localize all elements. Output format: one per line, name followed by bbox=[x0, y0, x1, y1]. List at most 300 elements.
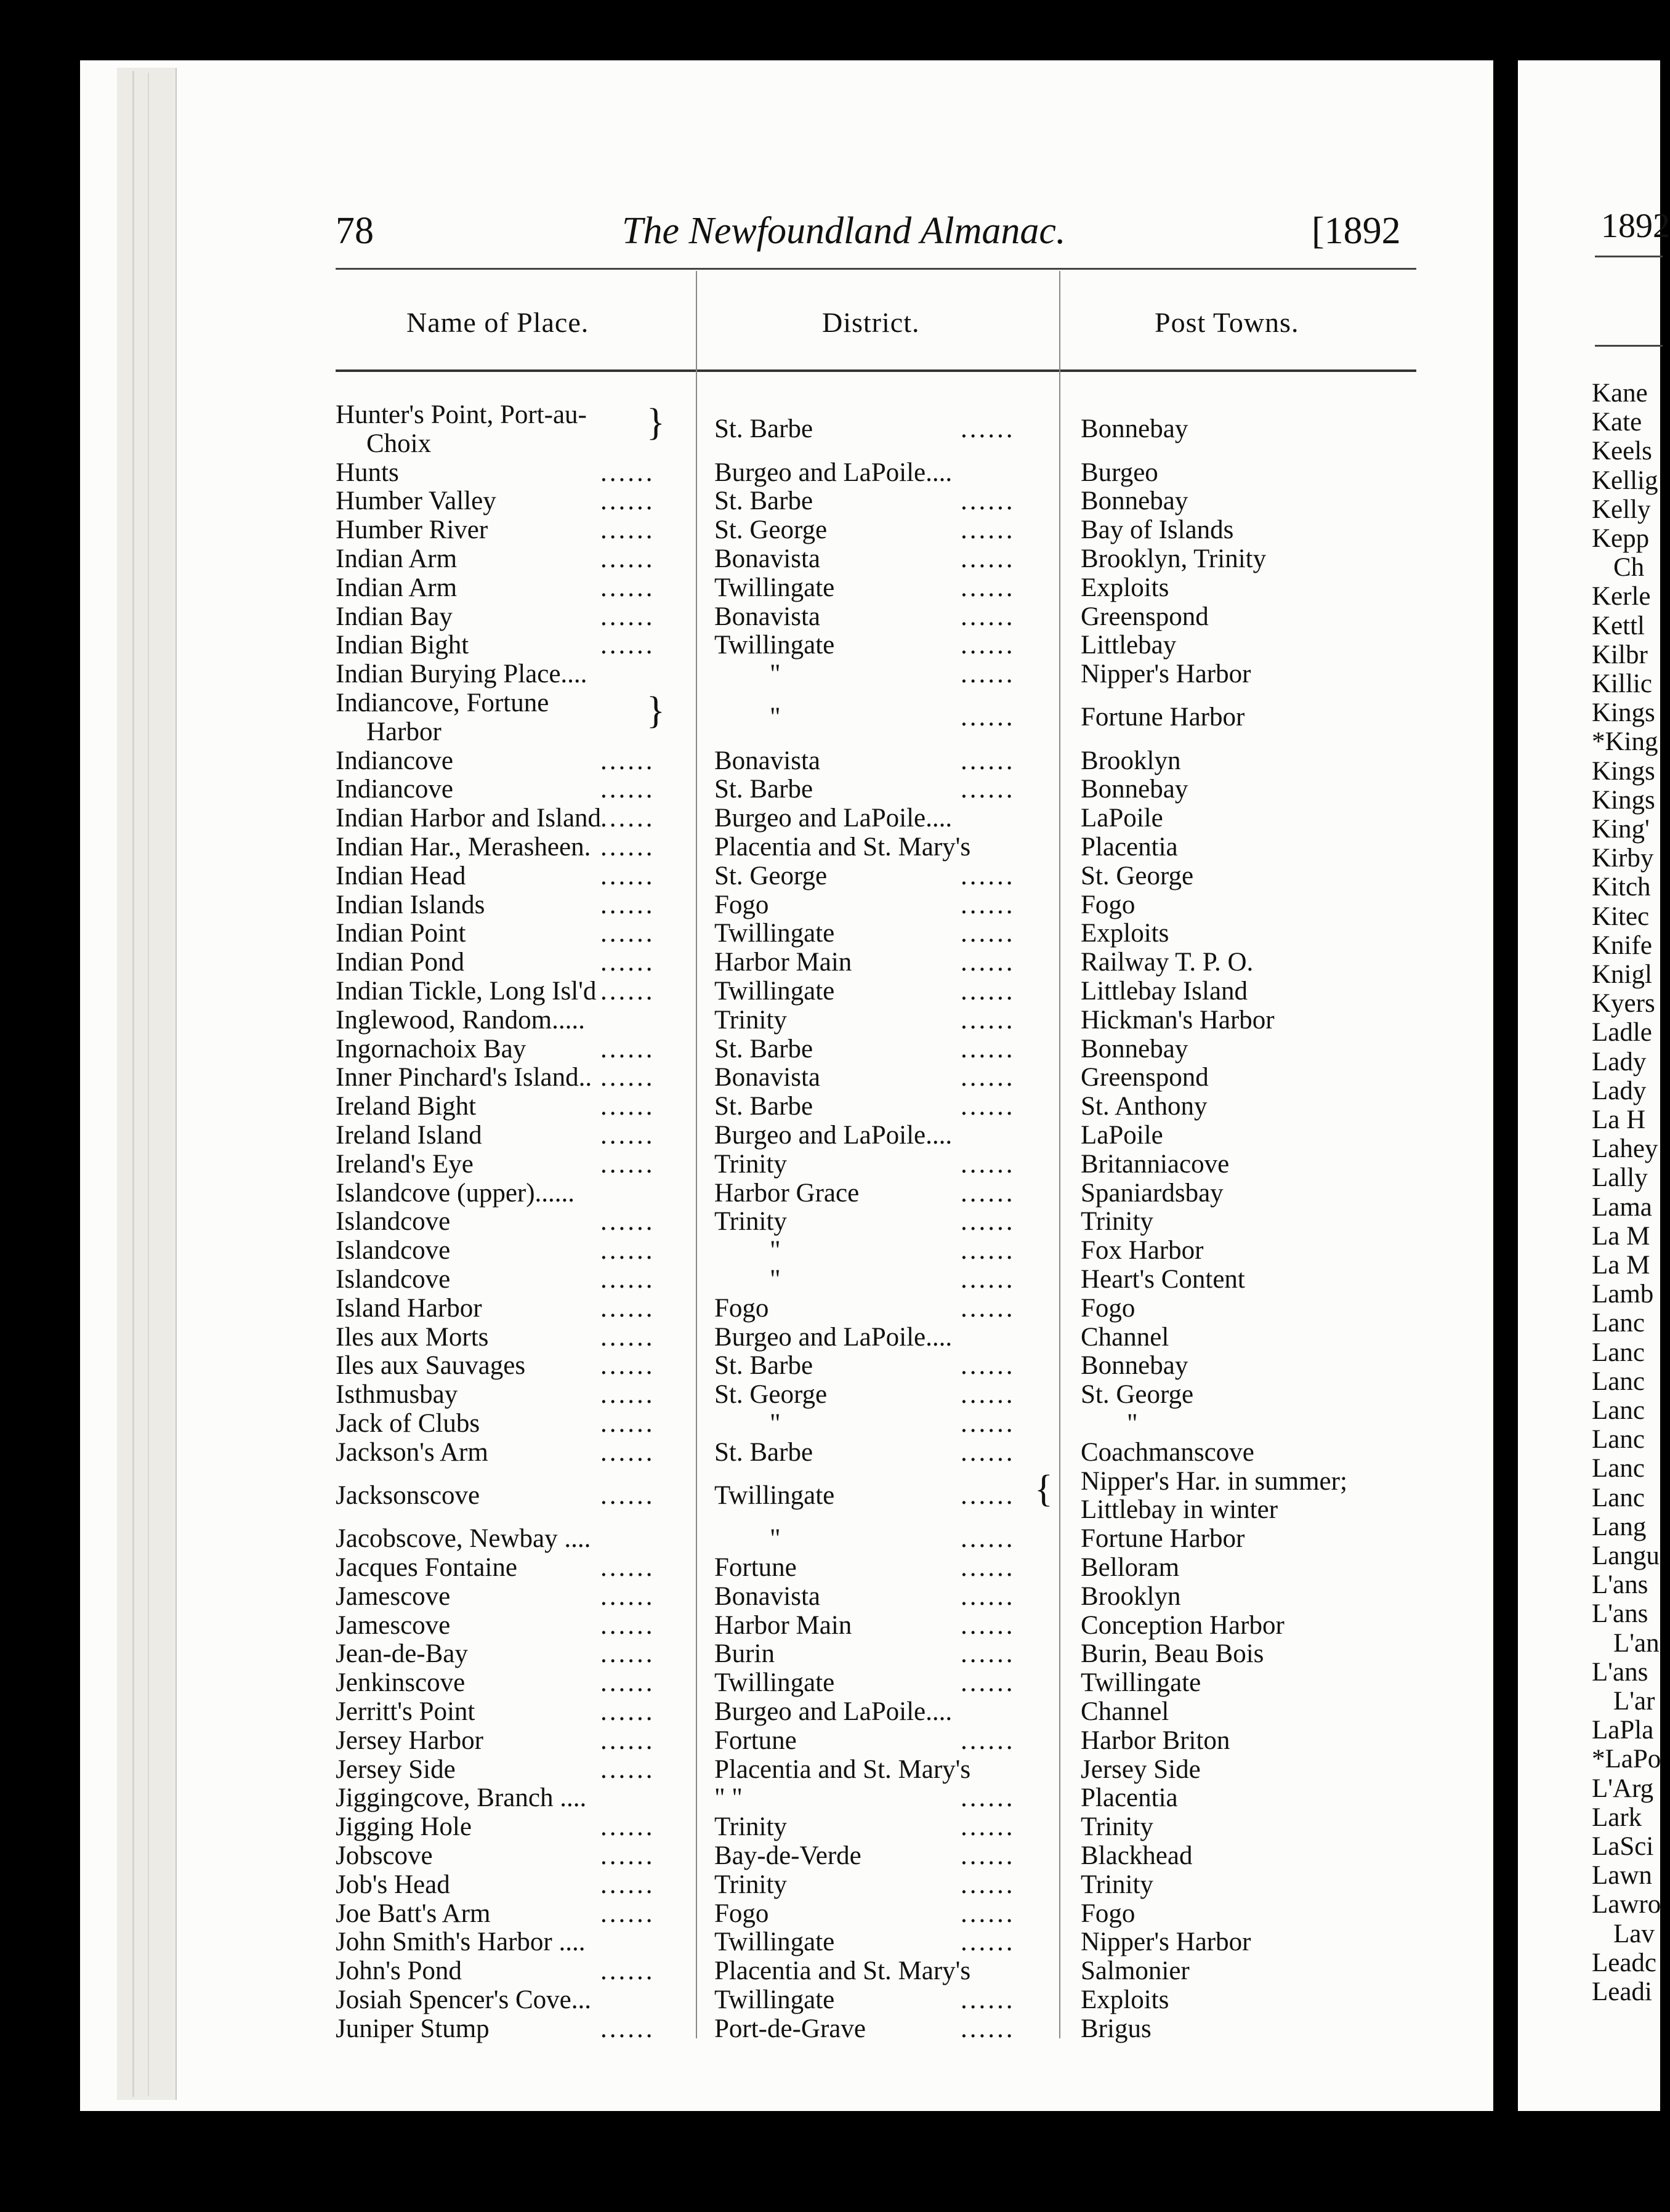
place-name: Jenkinscove bbox=[336, 1668, 466, 1698]
next-page-fragment: Lanc bbox=[1592, 1425, 1645, 1455]
next-page-fragment: Kane bbox=[1592, 379, 1648, 408]
next-page-fragment: Kings bbox=[1592, 756, 1655, 786]
district-name: Trinity bbox=[714, 1870, 787, 1899]
leader-dots: ...... bbox=[600, 1481, 655, 1510]
table-row bbox=[336, 919, 1426, 948]
district-name: Twillingate bbox=[714, 1927, 835, 1957]
leader-dots: ...... bbox=[600, 1437, 655, 1467]
next-page-fragment: Lahey bbox=[1592, 1134, 1658, 1164]
post-town: Nipper's Har. in summer; bbox=[1081, 1466, 1347, 1496]
table-row bbox=[336, 804, 1426, 833]
leader-dots: ...... bbox=[600, 1754, 655, 1784]
place-name: Indian Burying Place.... bbox=[336, 660, 587, 689]
place-name: Josiah Spencer's Cove... bbox=[336, 1985, 591, 2014]
leader-dots: ...... bbox=[961, 1639, 1015, 1669]
leader-dots: ...... bbox=[600, 1726, 655, 1755]
district-name: Bonavista bbox=[714, 602, 820, 631]
next-page-fragment: LaPla bbox=[1592, 1716, 1654, 1745]
district-name: " " bbox=[714, 1783, 743, 1813]
column-header-place: Name of Place. bbox=[406, 307, 589, 338]
table-row bbox=[336, 862, 1426, 890]
district-name: Twillingate bbox=[714, 1481, 835, 1510]
place-name: Islandcove bbox=[336, 1207, 451, 1237]
post-town: Exploits bbox=[1081, 573, 1169, 602]
next-page-fragment: Kepp bbox=[1592, 524, 1650, 553]
next-page-fragment: Leadc bbox=[1592, 1948, 1657, 1977]
table-row bbox=[336, 775, 1426, 804]
post-town: Twillingate bbox=[1081, 1668, 1201, 1698]
leader-dots: ...... bbox=[600, 746, 655, 775]
leader-dots: ...... bbox=[600, 1149, 655, 1179]
post-town: Brigus bbox=[1081, 2014, 1152, 2043]
district-name: " bbox=[770, 1236, 781, 1265]
next-page-fragment: *King bbox=[1592, 727, 1658, 757]
leader-dots: ...... bbox=[961, 703, 1015, 732]
place-name: Jackson's Arm bbox=[336, 1437, 488, 1467]
leader-dots: ...... bbox=[961, 1985, 1015, 2014]
leader-dots: ...... bbox=[961, 1812, 1015, 1842]
next-page-fragment: Knife bbox=[1592, 930, 1652, 960]
post-town: LaPoile bbox=[1081, 804, 1163, 833]
district-name: Twillingate bbox=[714, 1985, 835, 2014]
table-row bbox=[336, 1668, 1426, 1697]
place-name: Jack of Clubs bbox=[336, 1409, 480, 1438]
leader-dots: ...... bbox=[600, 1092, 655, 1121]
leader-dots: ...... bbox=[600, 1610, 655, 1640]
page-number: 78 bbox=[336, 210, 374, 252]
table-row bbox=[336, 977, 1426, 1006]
post-town: Burgeo bbox=[1081, 458, 1158, 487]
place-name: Jean-de-Bay bbox=[336, 1639, 468, 1669]
post-town-continued: Littlebay in winter bbox=[1081, 1495, 1278, 1525]
district-name: St. Barbe bbox=[714, 1092, 813, 1121]
next-page-fragment: Kilbr bbox=[1592, 640, 1648, 669]
district-name: Fogo bbox=[714, 890, 769, 919]
leader-dots: ...... bbox=[961, 660, 1015, 689]
table-row bbox=[336, 660, 1426, 688]
place-name-continued: Choix bbox=[366, 429, 432, 458]
next-page-fragment: Kitec bbox=[1592, 902, 1650, 931]
district-name: Fogo bbox=[714, 1899, 769, 1928]
leader-dots: ...... bbox=[961, 544, 1015, 573]
next-page-fragment: Lanc bbox=[1592, 1309, 1645, 1338]
place-name: Jacques Fontaine bbox=[336, 1553, 517, 1582]
post-town: Trinity bbox=[1081, 1812, 1153, 1842]
table-row bbox=[336, 688, 1426, 746]
leader-dots: ...... bbox=[961, 1293, 1015, 1323]
leader-dots: ...... bbox=[961, 1927, 1015, 1957]
post-town: Trinity bbox=[1081, 1870, 1153, 1899]
district-name: Twillingate bbox=[714, 631, 835, 660]
place-name: Indian Har., Merasheen. bbox=[336, 833, 591, 862]
district-name: St. Barbe bbox=[714, 1437, 813, 1467]
leader-dots: ...... bbox=[961, 1409, 1015, 1438]
post-town: Placentia bbox=[1081, 1783, 1178, 1813]
next-page-fragment: Kirby bbox=[1592, 844, 1654, 873]
next-page-fragment: Knigl bbox=[1592, 960, 1652, 989]
leader-dots: ...... bbox=[600, 977, 655, 1006]
post-town: Fortune Harbor bbox=[1081, 703, 1245, 732]
place-name: Iles aux Sauvages bbox=[336, 1351, 526, 1381]
place-name: Indiancove bbox=[336, 746, 454, 775]
post-town: Littlebay bbox=[1081, 631, 1177, 660]
table-row bbox=[336, 890, 1426, 919]
table-row bbox=[336, 1265, 1426, 1294]
place-name: Jacobscove, Newbay .... bbox=[336, 1524, 591, 1554]
next-page-rule bbox=[1595, 256, 1663, 257]
leader-dots: ...... bbox=[961, 1092, 1015, 1121]
leader-dots: ...... bbox=[961, 573, 1015, 602]
leader-dots: ...... bbox=[961, 1236, 1015, 1265]
leader-dots: ...... bbox=[600, 861, 655, 890]
next-page-fragment: Langu bbox=[1592, 1541, 1660, 1570]
place-name: Hunts bbox=[336, 458, 399, 487]
leader-dots: ...... bbox=[600, 775, 655, 804]
next-page-fragment: Lally bbox=[1592, 1163, 1648, 1193]
leader-dots: ...... bbox=[600, 1293, 655, 1323]
post-town: Nipper's Harbor bbox=[1081, 1927, 1251, 1957]
page-edge bbox=[117, 68, 177, 2100]
place-name: Indian Arm bbox=[336, 573, 458, 602]
next-page-fragment: Lav bbox=[1613, 1919, 1655, 1948]
next-page-fragment: Lang bbox=[1592, 1512, 1647, 1541]
leader-dots: ...... bbox=[600, 804, 655, 833]
leader-dots: ...... bbox=[600, 602, 655, 631]
brace: } bbox=[647, 690, 665, 732]
table-row bbox=[336, 1553, 1426, 1582]
table-row bbox=[336, 948, 1426, 977]
place-name: Jamescove bbox=[336, 1610, 451, 1640]
next-page-fragment: Kings bbox=[1592, 785, 1655, 815]
leader-dots: ...... bbox=[600, 2014, 655, 2043]
place-name: Indian Pond bbox=[336, 948, 465, 977]
table-row bbox=[336, 1841, 1426, 1870]
leader-dots: ...... bbox=[961, 977, 1015, 1006]
table-row bbox=[336, 400, 1426, 458]
post-town: Fortune Harbor bbox=[1081, 1524, 1245, 1554]
table-row bbox=[336, 458, 1426, 487]
place-name: Inner Pinchard's Island.. bbox=[336, 1063, 592, 1092]
place-name: Hunter's Point, Port-au- bbox=[336, 400, 587, 429]
table-row bbox=[336, 1236, 1426, 1265]
column-header-post: Post Towns. bbox=[1155, 307, 1299, 338]
next-page-fragment: Lanc bbox=[1592, 1454, 1645, 1483]
leader-dots: ...... bbox=[961, 486, 1015, 516]
leader-dots: ...... bbox=[961, 948, 1015, 977]
leader-dots: ...... bbox=[961, 1581, 1015, 1611]
district-name: Harbor Main bbox=[714, 948, 852, 977]
leader-dots: ...... bbox=[600, 1265, 655, 1294]
district-name: Burgeo and LaPoile.... bbox=[714, 458, 953, 487]
district-name: St. George bbox=[714, 861, 828, 890]
leader-dots: ...... bbox=[961, 1524, 1015, 1554]
next-page-fragment: Kyers bbox=[1592, 989, 1655, 1019]
leader-dots: ...... bbox=[961, 1783, 1015, 1813]
table-row bbox=[336, 746, 1426, 775]
leader-dots: ...... bbox=[961, 602, 1015, 631]
district-name: Trinity bbox=[714, 1149, 787, 1179]
post-town: Fox Harbor bbox=[1081, 1236, 1204, 1265]
district-name: St. George bbox=[714, 1380, 828, 1410]
table-row bbox=[336, 2014, 1426, 2043]
leader-dots: ...... bbox=[600, 544, 655, 573]
next-page-fragment: Lady bbox=[1592, 1047, 1647, 1076]
table-row bbox=[336, 515, 1426, 544]
next-page-fragment: Leadi bbox=[1592, 1977, 1652, 2006]
table-row bbox=[336, 573, 1426, 602]
place-name: Humber River bbox=[336, 515, 488, 545]
table-row bbox=[336, 1783, 1426, 1812]
place-name: Job's Head bbox=[336, 1870, 450, 1899]
post-town: St. George bbox=[1081, 1380, 1194, 1410]
district-name: Bay-de-Verde bbox=[714, 1841, 861, 1870]
header-rule bbox=[336, 268, 1416, 270]
table-row bbox=[336, 1812, 1426, 1841]
table-row bbox=[336, 1121, 1426, 1150]
post-town: Jersey Side bbox=[1081, 1754, 1201, 1784]
district-name: Burgeo and LaPoile.... bbox=[714, 1121, 953, 1150]
table-row bbox=[336, 1697, 1426, 1726]
place-name: John Smith's Harbor .... bbox=[336, 1927, 586, 1957]
page-title: The Newfoundland Almanac. bbox=[622, 210, 1066, 252]
next-page-fragment: L'ans bbox=[1592, 1570, 1648, 1600]
next-page-fragment: Lanc bbox=[1592, 1338, 1645, 1367]
leader-dots: ...... bbox=[961, 1610, 1015, 1640]
place-name: Indiancove bbox=[336, 775, 454, 804]
place-name: Indian Point bbox=[336, 919, 466, 948]
table-row bbox=[336, 1409, 1426, 1438]
post-town: Harbor Briton bbox=[1081, 1726, 1230, 1755]
post-town: St. George bbox=[1081, 861, 1194, 890]
table-row bbox=[336, 1466, 1426, 1525]
leader-dots: ...... bbox=[961, 515, 1015, 545]
place-name: Indian Head bbox=[336, 861, 466, 890]
table-row bbox=[336, 1380, 1426, 1409]
brace: } bbox=[647, 402, 665, 444]
district-name: St. Barbe bbox=[714, 414, 813, 444]
district-name: St. Barbe bbox=[714, 486, 813, 516]
brace: { bbox=[1035, 1468, 1053, 1510]
leader-dots: ...... bbox=[600, 833, 655, 862]
leader-dots: ...... bbox=[600, 1639, 655, 1669]
leader-dots: ...... bbox=[961, 1841, 1015, 1870]
next-page-fragment: L'Arg bbox=[1592, 1774, 1654, 1803]
leader-dots: ...... bbox=[961, 861, 1015, 890]
place-name: Indian Harbor and Island bbox=[336, 804, 602, 833]
leader-dots: ...... bbox=[600, 1581, 655, 1611]
next-page-fragment: *LaPo bbox=[1592, 1745, 1661, 1774]
leader-dots: ...... bbox=[961, 1149, 1015, 1179]
post-town: Burin, Beau Bois bbox=[1081, 1639, 1264, 1669]
leader-dots: ...... bbox=[600, 890, 655, 919]
post-town: Brooklyn bbox=[1081, 746, 1181, 775]
post-town: Britanniacove bbox=[1081, 1149, 1230, 1179]
place-name: Isthmusbay bbox=[336, 1380, 458, 1410]
post-town: Greenspond bbox=[1081, 1063, 1209, 1092]
post-town: Bonnebay bbox=[1081, 486, 1188, 516]
table-row bbox=[336, 1611, 1426, 1640]
post-town: Spaniardsbay bbox=[1081, 1178, 1224, 1208]
table-row bbox=[336, 1639, 1426, 1668]
leader-dots: ...... bbox=[961, 1380, 1015, 1410]
place-name: Indian Bight bbox=[336, 631, 469, 660]
page-edge-line bbox=[148, 73, 149, 2096]
leader-dots: ...... bbox=[600, 948, 655, 977]
district-name: Burin bbox=[714, 1639, 775, 1669]
district-name: St. Barbe bbox=[714, 775, 813, 804]
post-town: St. Anthony bbox=[1081, 1092, 1208, 1121]
place-name: Indian Tickle, Long Isl'd bbox=[336, 977, 597, 1006]
next-page-fragment: Lawro bbox=[1592, 1890, 1661, 1919]
table-row bbox=[336, 1179, 1426, 1208]
leader-dots: ...... bbox=[961, 890, 1015, 919]
leader-dots: ...... bbox=[961, 1265, 1015, 1294]
next-page-fragment: Lanc bbox=[1592, 1396, 1645, 1425]
post-town: Hickman's Harbor bbox=[1081, 1005, 1275, 1035]
next-page-fragment: King' bbox=[1592, 815, 1650, 844]
next-page-header: 1892 bbox=[1601, 207, 1670, 245]
place-name: Islandcove (upper)...... bbox=[336, 1178, 575, 1208]
next-page-fragment: Kitch bbox=[1592, 873, 1651, 902]
leader-dots: ...... bbox=[961, 1870, 1015, 1899]
post-town: Conception Harbor bbox=[1081, 1610, 1285, 1640]
post-town: Belloram bbox=[1081, 1553, 1180, 1582]
post-town: LaPoile bbox=[1081, 1121, 1163, 1150]
leader-dots: ...... bbox=[600, 573, 655, 602]
district-name: Bonavista bbox=[714, 746, 820, 775]
post-town: " bbox=[1127, 1409, 1138, 1438]
district-name: Trinity bbox=[714, 1005, 787, 1035]
leader-dots: ...... bbox=[600, 515, 655, 545]
post-town: Bonnebay bbox=[1081, 775, 1188, 804]
table-row bbox=[336, 1294, 1426, 1323]
table-row bbox=[336, 486, 1426, 515]
district-name: " bbox=[770, 703, 781, 732]
post-town: Bonnebay bbox=[1081, 1351, 1188, 1381]
table-row bbox=[336, 1351, 1426, 1380]
place-name: Indian Arm bbox=[336, 544, 458, 573]
leader-dots: ...... bbox=[600, 1207, 655, 1237]
leader-dots: ...... bbox=[961, 631, 1015, 660]
post-town: Brooklyn bbox=[1081, 1581, 1181, 1611]
table-row bbox=[336, 1006, 1426, 1035]
place-name: Jamescove bbox=[336, 1581, 451, 1611]
post-town: Railway T. P. O. bbox=[1081, 948, 1254, 977]
district-name: Bonavista bbox=[714, 1063, 820, 1092]
district-name: Port-de-Grave bbox=[714, 2014, 866, 2043]
district-name: St. George bbox=[714, 515, 828, 545]
district-name: Bonavista bbox=[714, 1581, 820, 1611]
place-name: Islandcove bbox=[336, 1265, 451, 1294]
next-page-fragment: LaSci bbox=[1592, 1832, 1654, 1861]
next-page-fragment: Kate bbox=[1592, 408, 1642, 437]
leader-dots: ...... bbox=[600, 1870, 655, 1899]
district-name: St. Barbe bbox=[714, 1034, 813, 1064]
district-name: Burgeo and LaPoile.... bbox=[714, 1697, 953, 1726]
table-row bbox=[336, 631, 1426, 660]
post-town: Trinity bbox=[1081, 1207, 1153, 1237]
post-town: Brooklyn, Trinity bbox=[1081, 544, 1267, 573]
post-town: Placentia bbox=[1081, 833, 1178, 862]
column-header-rule bbox=[336, 369, 1416, 372]
leader-dots: ...... bbox=[961, 1178, 1015, 1208]
district-name: Bonavista bbox=[714, 544, 820, 573]
post-town: Fogo bbox=[1081, 1293, 1136, 1323]
table-row bbox=[336, 1582, 1426, 1611]
leader-dots: ...... bbox=[600, 631, 655, 660]
table-row bbox=[336, 1726, 1426, 1755]
post-town: Fogo bbox=[1081, 1899, 1136, 1928]
leader-dots: ...... bbox=[600, 1697, 655, 1726]
leader-dots: ...... bbox=[961, 1668, 1015, 1698]
next-page-fragment: Kellig bbox=[1592, 466, 1658, 495]
next-page-fragment: Lawn bbox=[1592, 1861, 1652, 1891]
post-town: Heart's Content bbox=[1081, 1265, 1245, 1294]
post-town: Littlebay Island bbox=[1081, 977, 1248, 1006]
next-page-fragment: L'ans bbox=[1592, 1599, 1648, 1629]
place-name: Island Harbor bbox=[336, 1293, 482, 1323]
place-name: Ingornachoix Bay bbox=[336, 1034, 526, 1064]
place-name: Indiancove, Fortune bbox=[336, 688, 549, 717]
place-name: Jacksonscove bbox=[336, 1481, 480, 1510]
next-page-fragment: Lamb bbox=[1592, 1280, 1654, 1309]
next-page-fragment: Kelly bbox=[1592, 494, 1651, 524]
leader-dots: ...... bbox=[961, 746, 1015, 775]
post-town: Fogo bbox=[1081, 890, 1136, 919]
next-page-fragment: Kings bbox=[1592, 698, 1655, 728]
leader-dots: ...... bbox=[961, 1481, 1015, 1510]
leader-dots: ...... bbox=[961, 1207, 1015, 1237]
table-row bbox=[336, 1092, 1426, 1121]
page-year: [1892 bbox=[1312, 210, 1401, 252]
leader-dots: ...... bbox=[600, 1236, 655, 1265]
table-row bbox=[336, 1150, 1426, 1179]
next-page-fragment: L'ans bbox=[1592, 1657, 1648, 1687]
leader-dots: ...... bbox=[600, 1668, 655, 1698]
leader-dots: ...... bbox=[961, 1726, 1015, 1755]
leader-dots: ...... bbox=[961, 1437, 1015, 1467]
next-page-fragment: Kettl bbox=[1592, 611, 1645, 640]
leader-dots: ...... bbox=[600, 1409, 655, 1438]
next-page-fragment: Ladle bbox=[1592, 1018, 1652, 1047]
district-name: " bbox=[770, 1265, 781, 1294]
next-page-fragment: La M bbox=[1592, 1251, 1650, 1280]
post-town: Channel bbox=[1081, 1322, 1169, 1352]
table-row bbox=[336, 1035, 1426, 1064]
leader-dots: ...... bbox=[961, 1899, 1015, 1928]
district-name: " bbox=[770, 660, 781, 689]
district-name: Twillingate bbox=[714, 1668, 835, 1698]
leader-dots: ...... bbox=[600, 1553, 655, 1582]
district-name: Placentia and St. Mary's bbox=[714, 833, 971, 862]
district-name: Twillingate bbox=[714, 919, 835, 948]
table-row bbox=[336, 1985, 1426, 2014]
place-name: Juniper Stump bbox=[336, 2014, 490, 2043]
post-town: Channel bbox=[1081, 1697, 1169, 1726]
next-page-fragment: Lady bbox=[1592, 1076, 1647, 1105]
table-row bbox=[336, 1438, 1426, 1467]
post-town: Blackhead bbox=[1081, 1841, 1193, 1870]
place-name: Indian Islands bbox=[336, 890, 485, 919]
district-name: Twillingate bbox=[714, 977, 835, 1006]
post-town: Bonnebay bbox=[1081, 414, 1188, 444]
next-page-rule bbox=[1595, 345, 1663, 347]
place-name: Jersey Harbor bbox=[336, 1726, 483, 1755]
district-name: Burgeo and LaPoile.... bbox=[714, 1322, 953, 1352]
page-edge-line bbox=[132, 71, 134, 2097]
table-row bbox=[336, 1899, 1426, 1928]
leader-dots: ...... bbox=[600, 1351, 655, 1381]
